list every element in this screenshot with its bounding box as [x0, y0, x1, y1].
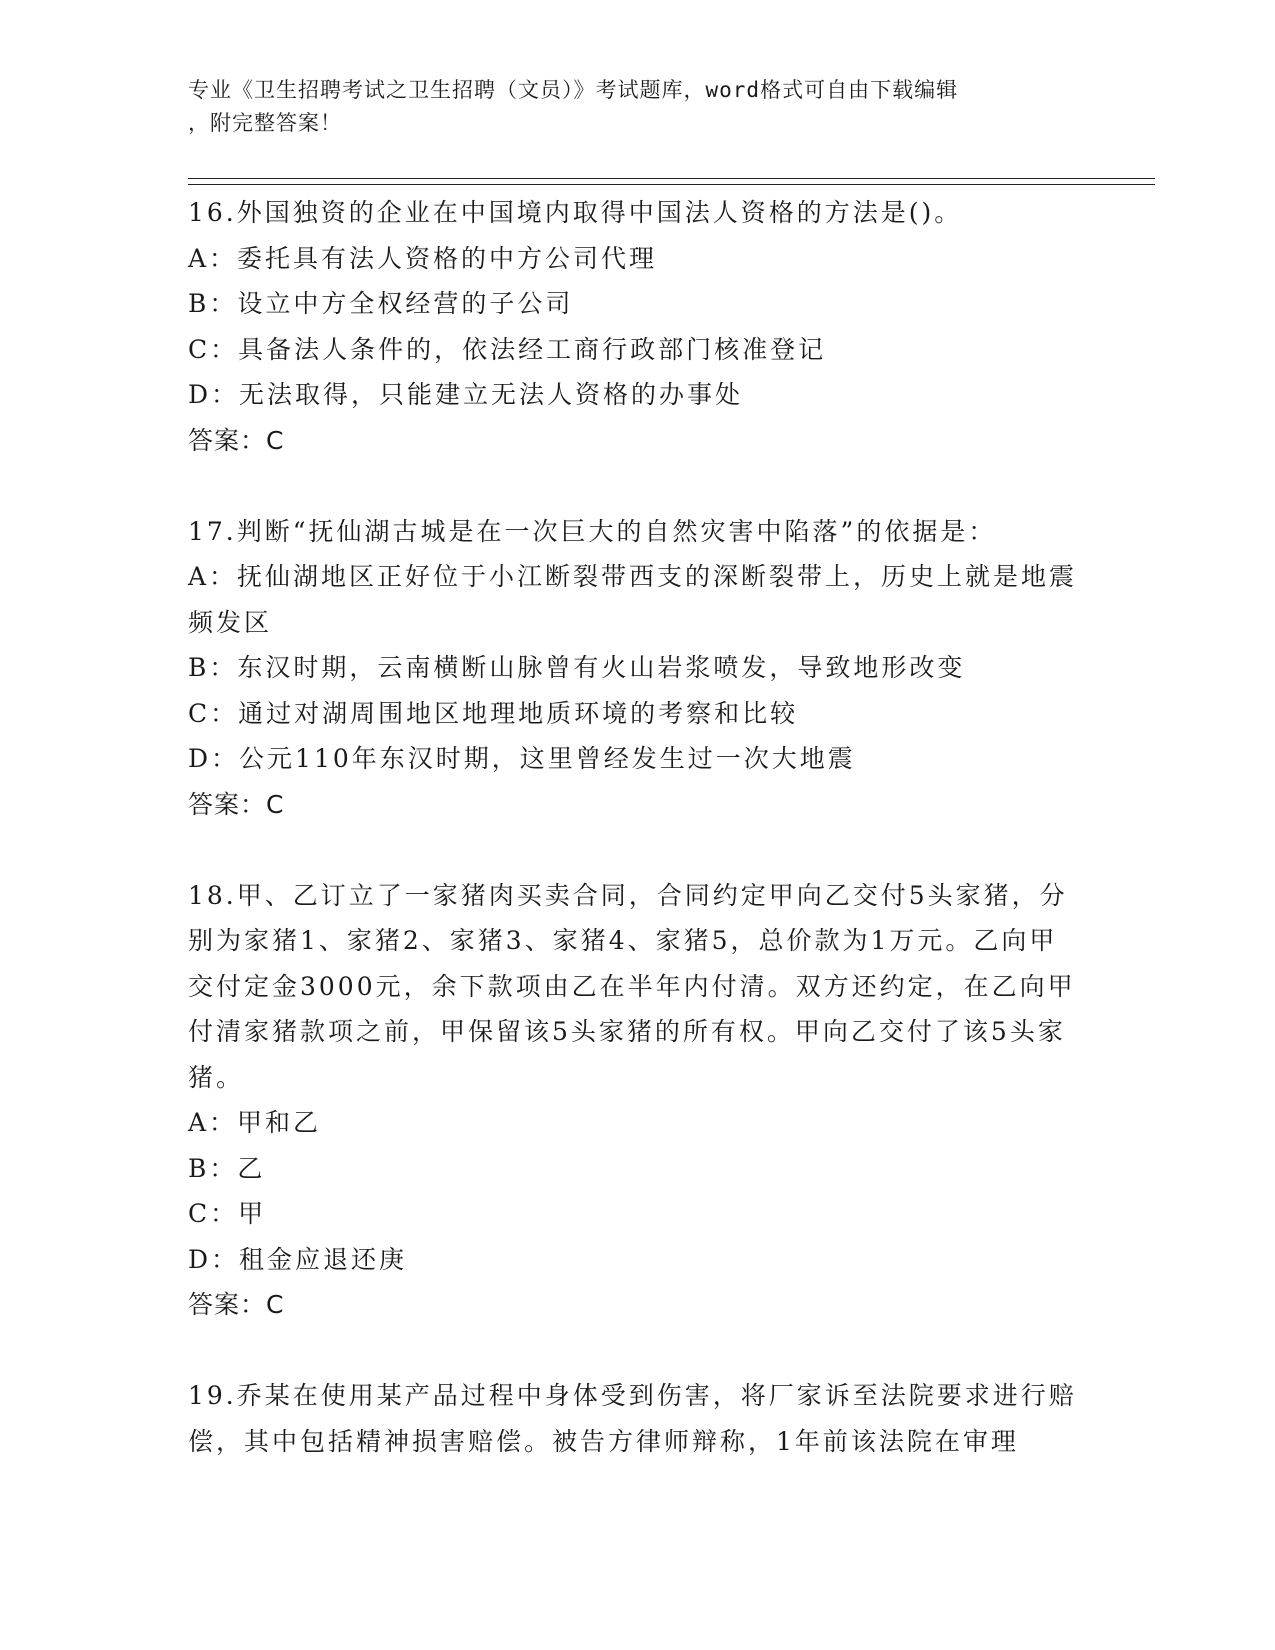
- question-17: [188, 509, 1078, 828]
- option-d: D：公元110年东汉时期，这里曾经发生过一次大地震: [188, 744, 856, 773]
- question-stem: 18.甲、乙订立了一家猪肉买卖合同，合同约定甲向乙交付5头家猪，分别为家猪1、家猪2、家猪3、家猪4、家猪5，总价款为1万元。乙向甲交付定金3000元，余下款项由乙在半年内付清。双方还约定，在乙向甲付清家猪款项之前，甲保留该5头家猪的所有权。甲向乙交付了该5头家猪。: [188, 880, 1076, 1092]
- header-line-2: ，附完整答案！: [188, 111, 342, 135]
- header-rule-top: [188, 178, 1155, 179]
- header-rule-bottom: [188, 184, 1155, 185]
- option-a: A：抚仙湖地区正好位于小江断裂带西支的深断裂带上，历史上就是地震频发区: [188, 562, 1078, 637]
- option-d: D：无法取得，只能建立无法人资格的办事处: [188, 380, 744, 409]
- header-line-1: 专业《卫生招聘考试之卫生招聘（文员）》考试题库，word格式可自由下载编辑: [188, 78, 959, 102]
- question-16: [188, 190, 1078, 463]
- option-b: B：东汉时期，云南横断山脉曾有火山岩浆喷发，导致地形改变: [188, 653, 966, 682]
- question-18: [188, 873, 1078, 1328]
- option-a: A：甲和乙: [188, 1108, 322, 1137]
- question-stem: 19.乔某在使用某产品过程中身体受到伤害，将厂家诉至法院要求进行赔偿，其中包括精神损害赔偿。被告方律师辩称，1年前该法院在审理: [188, 1381, 1077, 1456]
- option-b: B：设立中方全权经营的子公司: [188, 289, 574, 318]
- question-stem: 16.外国独资的企业在中国境内取得中国法人资格的方法是()。: [188, 198, 963, 227]
- answer: 答案：C: [188, 789, 285, 819]
- answer: 答案：C: [188, 1290, 285, 1319]
- question-list: [188, 190, 1078, 1510]
- option-c: C：具备法人条件的，依法经工商行政部门核准登记: [188, 334, 827, 364]
- option-c: C：甲: [188, 1199, 267, 1228]
- option-d: D：租金应退还庚: [188, 1244, 408, 1274]
- option-a: A：委托具有法人资格的中方公司代理: [188, 243, 658, 273]
- question-19: [188, 1373, 1078, 1464]
- answer: 答案：C: [188, 425, 285, 455]
- document-header: [188, 74, 1068, 140]
- option-c: C：通过对湖周围地区地理地质环境的考察和比较: [188, 698, 799, 728]
- question-stem: 17.判断“抚仙湖古城是在一次巨大的自然灾害中陷落”的依据是：: [188, 516, 997, 546]
- option-b: B：乙: [188, 1153, 266, 1183]
